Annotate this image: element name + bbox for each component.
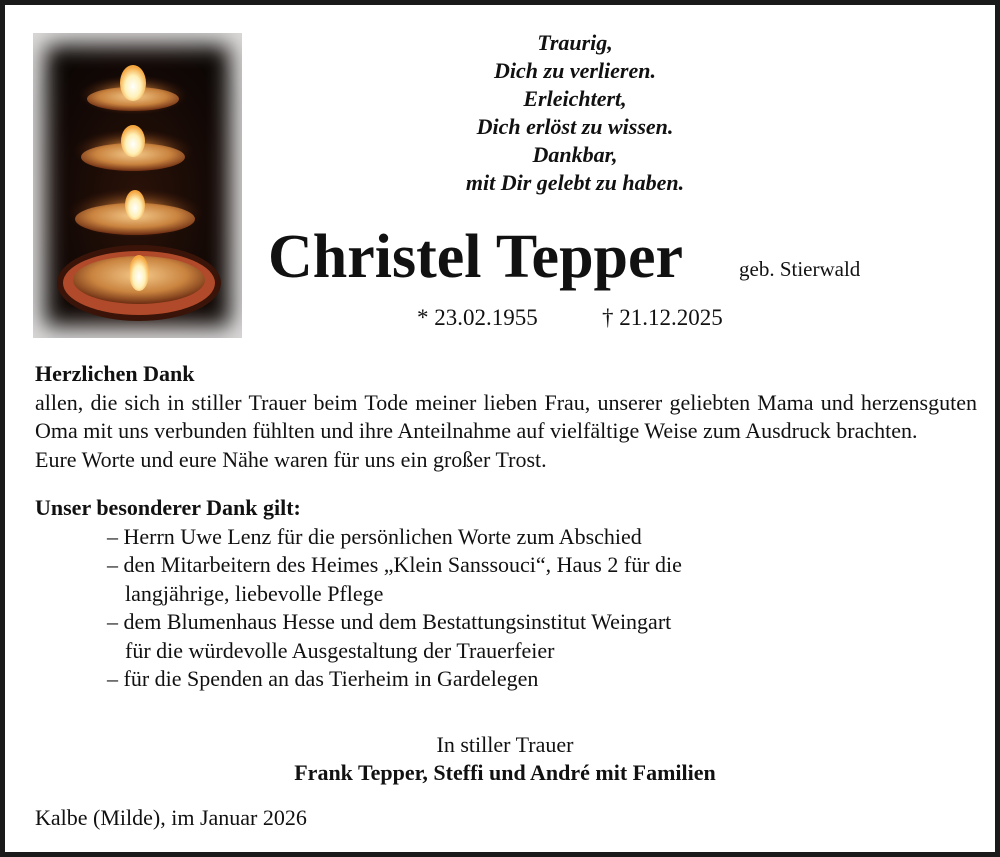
poem-line: Erleichtert, [523, 86, 627, 111]
list-item [35, 608, 977, 665]
poem-line: Dich erlöst zu wissen. [476, 114, 674, 139]
special-thanks-heading: Unser besonderer Dank gilt: [35, 495, 301, 520]
list-item [35, 523, 977, 552]
signature-names: Frank Tepper, Steffi und André mit Familien [294, 760, 716, 785]
list-item-text: – Herrn Uwe Lenz für die persönlichen Worte zum Abschied [107, 523, 642, 549]
death-date: † 21.12.2025 [602, 305, 723, 330]
maiden-name: geb. Stierwald [739, 257, 861, 281]
thanks-heading: Herzlichen Dank [35, 361, 195, 386]
deceased-name: Christel Tepper [268, 223, 684, 291]
poem-line: Dich zu verlieren. [494, 58, 656, 83]
list-item-continuation: für die würdevolle Ausgestaltung der Trauerfeier [125, 637, 555, 663]
special-thanks-list [35, 523, 977, 694]
list-item-continuation: langjährige, liebevolle Pflege [125, 580, 384, 606]
candles-icon [33, 33, 242, 338]
poem [405, 29, 745, 197]
thanks-text: allen, die sich in stiller Trauer beim Tode meiner lieben Frau, unserer geliebten Mama und herzensguten Oma mit uns verbunden fühlten und ihre Anteilnahme auf vielfältige Weise zum Ausdruck brachten. [35, 389, 977, 443]
signature-intro: In stiller Trauer [436, 732, 574, 757]
list-item [35, 551, 977, 608]
thanks-text-2: Eure Worte und eure Nähe waren für uns ein großer Trost. [35, 446, 547, 472]
thanks-section [35, 360, 977, 694]
poem-line: Traurig, [537, 30, 613, 55]
list-item-text: – den Mitarbeitern des Heimes „Klein Sanssouci“, Haus 2 für die [107, 552, 682, 577]
place-date: Kalbe (Milde), im Januar 2026 [35, 805, 307, 830]
poem-line: Dankbar, [532, 142, 618, 167]
poem-line: mit Dir gelebt zu haben. [465, 170, 685, 195]
list-item [35, 665, 977, 694]
birth-date: * 23.02.1955 [417, 305, 538, 330]
list-item-text: – für die Spenden an das Tierheim in Gardelegen [107, 666, 539, 691]
list-item-text: – dem Blumenhaus Hesse und dem Bestattungsinstitut Weingart [107, 609, 672, 634]
